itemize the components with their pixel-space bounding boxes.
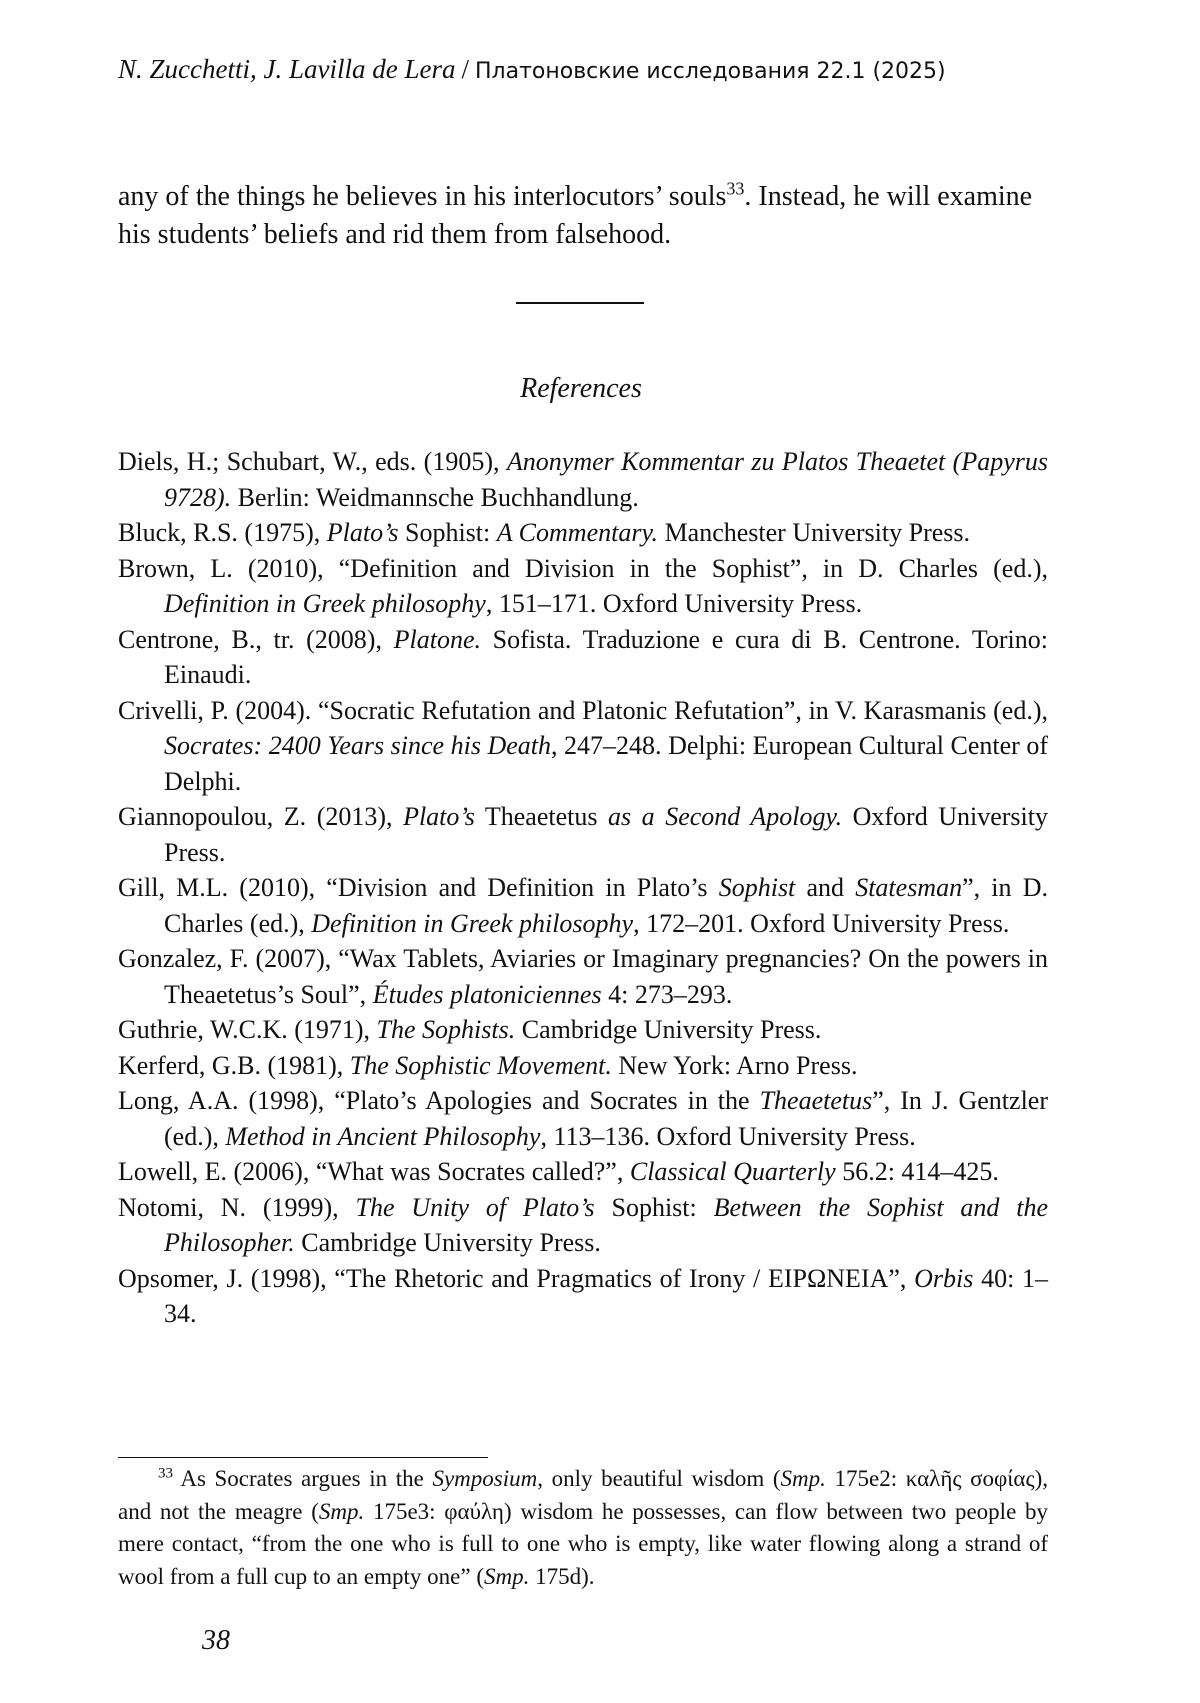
ref-text: , 172–201. Oxford University Press. bbox=[633, 908, 1010, 938]
reference-entry-crivelli bbox=[118, 693, 1048, 800]
references-heading: References bbox=[520, 373, 642, 404]
header-authors: N. Zucchetti, J. Lavilla de Lera bbox=[118, 54, 456, 84]
ref-text: Diels, H.; Schubart, W., eds. (1905), bbox=[118, 447, 507, 476]
intro-paragraph bbox=[118, 178, 1048, 254]
ref-title: Platone. bbox=[393, 624, 481, 654]
footnote-title: Symposium bbox=[432, 1466, 538, 1491]
ref-title: Sophist bbox=[718, 873, 796, 902]
reference-entry-lowell bbox=[118, 1154, 1048, 1190]
ref-title: Plato’s bbox=[403, 802, 475, 831]
references-list bbox=[118, 444, 1048, 1332]
ref-text: : bbox=[689, 1192, 714, 1222]
ref-title: The Sophists. bbox=[376, 1015, 516, 1044]
ref-title: The Sophistic Movement. bbox=[349, 1050, 612, 1080]
ref-text: Oxford University Press. bbox=[164, 802, 1048, 867]
ref-text: Long, A.A. (1998), “Plato’s Apologies and Socrates in the bbox=[118, 1086, 760, 1115]
reference-entry-kerferd bbox=[118, 1048, 1048, 1084]
ref-text: , 113–136. Oxford University Press. bbox=[540, 1121, 916, 1151]
ref-text: Theaetetus bbox=[474, 802, 609, 831]
ref-text: Crivelli, P. (2004). “Socratic Refutation and Platonic Refutation”, in V. Karasmanis (ed.), bbox=[118, 695, 1048, 725]
ref-text: Berlin: Weidmannsche Buchhandlung. bbox=[231, 482, 639, 512]
footnote-text: 175e3: φαύλη) wisdom he possesses, can flow between two people by mere contact, “from the one who is full to one who is empty, like water flowing along a strand of wool from a full cup to an empty one” ( bbox=[118, 1498, 1048, 1589]
ref-text: Lowell, E. (2006), “What was Socrates called?”, bbox=[118, 1157, 630, 1186]
footnote-text: As Socrates argues in the bbox=[173, 1466, 433, 1491]
ref-text: Gonzalez, F. (2007), “Wax Tablets, Aviaries or Imaginary pregnancies? On the powers in Theaetetus’s Soul”, bbox=[118, 944, 1048, 1009]
ref-text: ”, in D. Charles (ed.), bbox=[164, 873, 1048, 938]
ref-text: Brown, L. (2010), “Definition and Division in the Sophist”, in D. Charles (ed.), bbox=[118, 553, 1048, 583]
ref-text: Guthrie, W.C.K. (1971), bbox=[118, 1015, 377, 1044]
footnote-reference-33[interactable]: 33 bbox=[726, 178, 745, 199]
footnote-abbrev: Smp. bbox=[318, 1498, 365, 1524]
ref-title: Socrates: 2400 Years since his Death bbox=[164, 731, 552, 760]
footnote-text: 175e2: καλῆς σοφίας), and not the meagre ( bbox=[118, 1466, 1048, 1524]
ref-text: , 247–248. Delphi: European Cultural Center of Delphi. bbox=[164, 731, 1048, 796]
reference-entry-notomi bbox=[118, 1190, 1048, 1261]
ref-text: Sophist bbox=[398, 518, 484, 547]
reference-entry-opsomer bbox=[118, 1261, 1048, 1332]
running-header bbox=[118, 50, 1058, 91]
reference-entry-gonzalez bbox=[118, 941, 1048, 1012]
ref-title: Between the Sophist and the Philosopher. bbox=[164, 1192, 1048, 1257]
ref-title: Anonymer Kommentar zu Platos Theaetet (Papyrus 9728). bbox=[164, 447, 1049, 512]
reference-entry-brown bbox=[118, 551, 1048, 622]
ref-title: Orbis bbox=[914, 1263, 974, 1293]
ref-text: Opsomer, J. (1998), “The Rhetoric and Pragmatics of Irony / ΕΙΡΩΝΕΙΑ”, bbox=[118, 1263, 915, 1293]
section-divider bbox=[516, 302, 644, 304]
ref-title: Plato’s bbox=[326, 518, 399, 547]
ref-title: Definition in Greek philosophy bbox=[164, 589, 486, 618]
ref-title: The Unity of Plato’s bbox=[355, 1192, 595, 1222]
ref-text: , 151–171. Oxford University Press. bbox=[485, 589, 863, 618]
ref-title: A Commentary. bbox=[496, 518, 659, 547]
intro-text bbox=[118, 178, 1048, 254]
reference-entry-centrone bbox=[118, 622, 1048, 693]
ref-title: Études platoniciennes bbox=[372, 979, 602, 1009]
intro-text-end: . Instead, he will examine his students’ beliefs and rid them from falsehood. bbox=[118, 181, 1033, 250]
ref-text: Gill, M.L. (2010), “Division and Definition in Plato’s bbox=[118, 873, 719, 902]
reference-entry-guthrie bbox=[118, 1012, 1048, 1048]
ref-text: ”, In J. Gentzler (ed.), bbox=[164, 1086, 1048, 1151]
footnote-number: 33 bbox=[158, 1465, 173, 1482]
footnote-divider bbox=[118, 1457, 488, 1458]
ref-title: Statesman bbox=[855, 873, 963, 902]
ref-text: Bluck, R.S. (1975), bbox=[118, 518, 327, 547]
ref-text: 40: 1–34. bbox=[164, 1263, 1048, 1328]
ref-text: New York: Arno Press. bbox=[611, 1050, 858, 1080]
ref-title: Theaetetus bbox=[759, 1086, 873, 1115]
ref-title: Method in Ancient Philosophy bbox=[225, 1121, 541, 1151]
reference-entry-diels bbox=[118, 444, 1048, 515]
ref-text: Sofista. Traduzione e cura di B. Centrone. Torino: Einaudi. bbox=[164, 624, 1048, 689]
ref-text: Kerferd, G.B. (1981), bbox=[118, 1050, 350, 1080]
ref-title: as a Second Apology. bbox=[608, 802, 843, 831]
reference-entry-giannopoulou bbox=[118, 799, 1048, 870]
ref-text: Notomi, N. (1999), bbox=[118, 1192, 356, 1222]
footnote-33 bbox=[118, 1463, 1048, 1593]
footnote-abbrev: Smp. bbox=[780, 1466, 826, 1491]
header-separator: / bbox=[461, 54, 469, 84]
ref-text: Giannopoulou, Z. (2013), bbox=[118, 802, 404, 831]
ref-text: and bbox=[795, 873, 856, 902]
ref-text: : bbox=[483, 518, 497, 547]
page-number: 38 bbox=[202, 1625, 230, 1656]
ref-text: Cambridge University Press. bbox=[294, 1228, 601, 1257]
ref-text: 56.2: 414–425. bbox=[835, 1157, 999, 1186]
ref-text: Centrone, B., tr. (2008), bbox=[118, 624, 394, 654]
ref-title: Classical Quarterly bbox=[629, 1157, 836, 1186]
reference-entry-bluck bbox=[118, 515, 1048, 551]
footnote-text: 175d). bbox=[529, 1563, 595, 1589]
ref-text: 4: 273–293. bbox=[601, 979, 733, 1009]
intro-text-start: any of the things he believes in his interlocutors’ souls bbox=[118, 181, 727, 212]
header-journal: Платоновские исследования 22.1 (2025) bbox=[474, 59, 946, 84]
reference-entry-gill bbox=[118, 870, 1048, 941]
ref-text: Cambridge University Press. bbox=[515, 1015, 822, 1044]
footnote-abbrev: Smp. bbox=[483, 1563, 530, 1589]
footnote-text: , only beautiful wisdom ( bbox=[537, 1466, 781, 1491]
reference-entry-long bbox=[118, 1083, 1048, 1154]
ref-text: Manchester University Press. bbox=[658, 518, 970, 547]
ref-title: Definition in Greek philosophy bbox=[311, 908, 634, 938]
ref-text: Sophist bbox=[594, 1192, 690, 1222]
